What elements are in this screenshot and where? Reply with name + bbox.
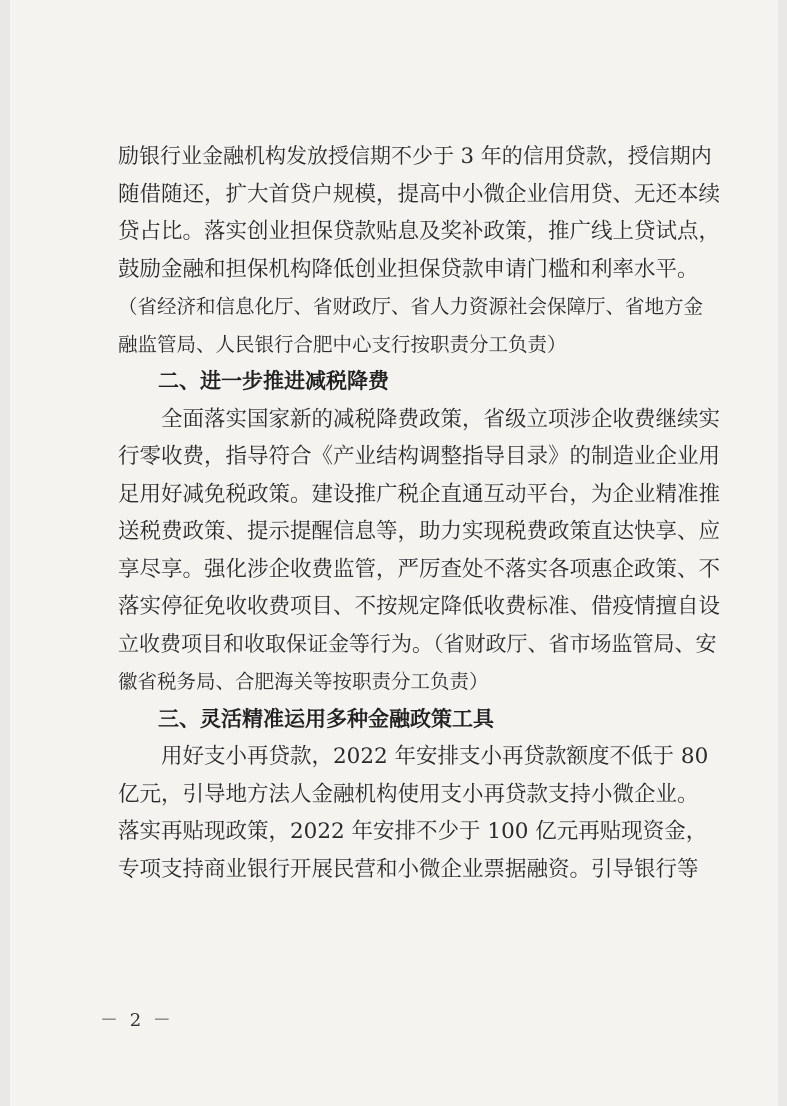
text-line: 随借随还，扩大首贷户规模，提高中小微企业信用贷、无还本续 bbox=[118, 181, 721, 207]
text-line: 鼓励金融和担保机构降低创业担保贷款申请门槛和利率水平。 bbox=[118, 256, 699, 282]
text-line: 融监管局、人民银行合肥中心支行按职责分工负责） bbox=[118, 332, 567, 356]
section-heading: 二、进一步推进减税降费 bbox=[158, 369, 389, 393]
text-line: 用好支小再贷款，2022 年安排支小再贷款额度不低于 80 bbox=[118, 744, 709, 769]
text-line: （省经济和信息化厅、省财政厅、省人力资源社会保障厅、省地方金 bbox=[118, 295, 704, 318]
text-line: 享尽享。强化涉企收费监管，严厉查处不落实各项惠企政策、不 bbox=[118, 556, 721, 582]
text-line: 足用好减免税政策。建设推广税企直通互动平台，为企业精准推 bbox=[118, 481, 721, 507]
text-line: 徽省税务局、合肥海关等按职责分工负责） bbox=[118, 670, 489, 693]
page-number: － 2 － bbox=[100, 1010, 174, 1031]
text-line: 专项支持商业银行开展民营和小微企业票据融资。引导银行等 bbox=[118, 856, 699, 882]
text-line: 全面落实国家新的减税降费政策，省级立项涉企收费继续实 bbox=[118, 406, 721, 432]
text-line: 落实停征免收收费项目、不按规定降低收费标准、借疫情擅自设 bbox=[118, 594, 721, 619]
text-line: 落实再贴现政策，2022 年安排不少于 100 亿元再贴现资金， bbox=[118, 819, 708, 844]
text-line: 贷占比。落实创业担保贷款贴息及奖补政策，推广线上贷试点， bbox=[118, 219, 721, 244]
text-line: 立收费项目和收取保证金等行为。（省财政厅、省市场监管局、安 bbox=[118, 631, 717, 656]
section-heading: 三、灵活精准运用多种金融政策工具 bbox=[158, 706, 494, 731]
text-line: 亿元，引导地方法人金融机构使用支小再贷款支持小微企业。 bbox=[118, 781, 699, 807]
document-page bbox=[10, 0, 778, 1106]
text-line: 送税费政策、提示提醒信息等，助力实现税费政策直达快享、应 bbox=[118, 519, 721, 544]
text-line: 行零收费，指导符合《产业结构调整指导目录》的制造业企业用 bbox=[118, 444, 721, 469]
document-body bbox=[118, 138, 723, 888]
text-line: 励银行业金融机构发放授信期不少于 3 年的信用贷款，授信期内 bbox=[118, 144, 712, 168]
